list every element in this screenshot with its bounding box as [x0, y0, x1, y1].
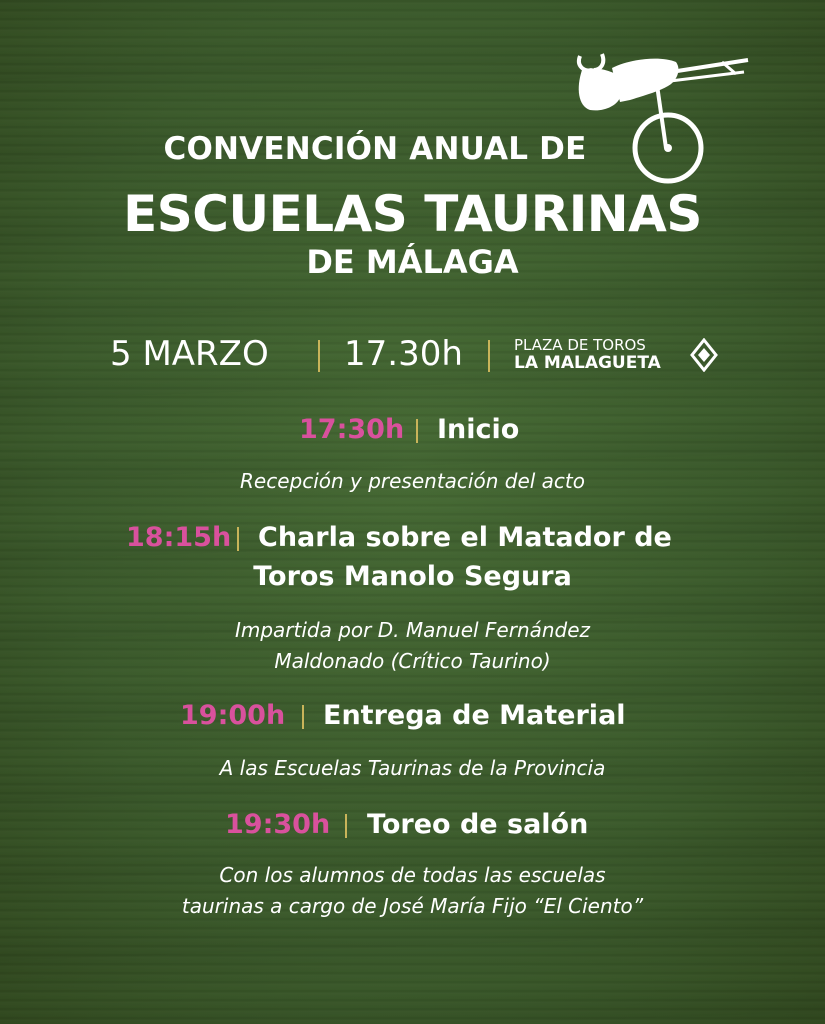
schedule-title-line-2: Toros Manolo Segura — [253, 561, 572, 592]
title-line-3: DE MÁLAGA — [306, 243, 519, 281]
divider — [318, 340, 320, 372]
schedule-item-2 — [126, 522, 231, 553]
schedule-time: 19:30h — [225, 809, 331, 840]
venue-line-2: LA MALAGUETA — [514, 353, 661, 373]
title-line-1: CONVENCIÓN ANUAL DE — [163, 131, 587, 167]
event-venue — [514, 336, 661, 372]
schedule-time: 19:00h — [180, 700, 286, 731]
schedule-description-line-1: Con los alumnos de todas las escuelas — [219, 863, 606, 887]
event-info-row — [0, 334, 825, 378]
title-line-2: ESCUELAS TAURINAS — [123, 185, 702, 243]
divider — [488, 340, 490, 372]
schedule-title: Toreo de salón — [367, 809, 589, 840]
schedule-title: Inicio — [437, 414, 520, 445]
schedule-title-line-1: Charla sobre el Matador de — [258, 522, 672, 553]
schedule-item-1 — [299, 414, 404, 445]
divider — [345, 814, 347, 838]
schedule-item-4 — [225, 809, 330, 840]
venue-line-1: PLAZA DE TOROS — [514, 336, 646, 354]
schedule-time: 17:30h — [299, 414, 405, 445]
divider — [237, 527, 239, 551]
divider — [416, 419, 418, 443]
schedule-description: Recepción y presentación del acto — [240, 469, 585, 493]
schedule-title: Entrega de Material — [323, 700, 626, 731]
event-time: 17.30h — [344, 334, 463, 374]
schedule-description-line-1: Impartida por D. Manuel Fernández — [234, 618, 591, 642]
schedule-item-3 — [180, 700, 285, 731]
schedule-description-line-2: Maldonado (Crítico Taurino) — [274, 649, 551, 673]
divider — [302, 705, 304, 729]
schedule-description-line-2: taurinas a cargo de José María Fijo “El Ciento” — [181, 894, 644, 918]
event-date: 5 MARZO — [110, 334, 269, 374]
diamond-venue-icon — [690, 338, 718, 372]
schedule-description: A las Escuelas Taurinas de la Provincia — [219, 756, 606, 780]
schedule-time: 18:15h — [126, 522, 232, 553]
